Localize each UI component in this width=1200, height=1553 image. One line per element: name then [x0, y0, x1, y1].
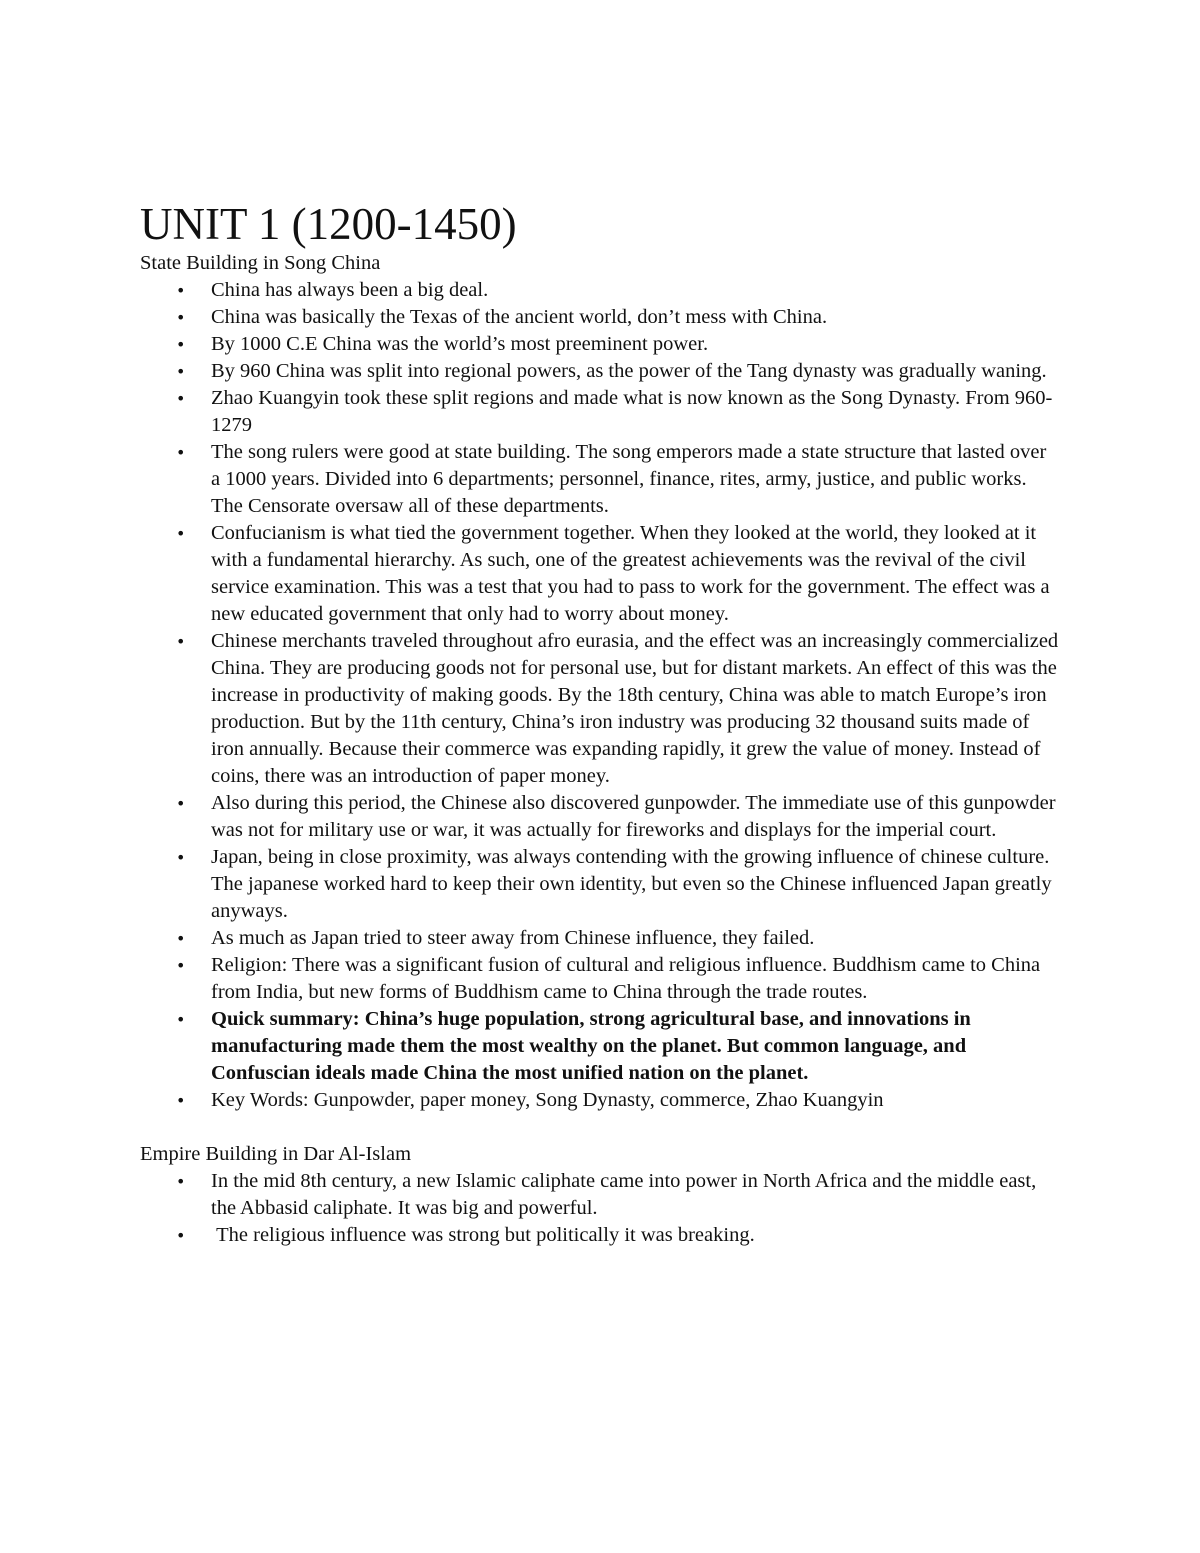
list-item-text: Religion: There was a significant fusion of cultural and religious influence. Buddhism came to China from India, but new forms of Buddhism came to China through the trade routes.	[211, 954, 1041, 1003]
document-page	[140, 198, 1060, 1249]
bullet-icon: •	[176, 1010, 186, 1029]
bullet-list	[140, 1168, 1060, 1249]
list-item-text: As much as Japan tried to steer away from Chinese influence, they failed.	[211, 927, 815, 949]
section-heading: Empire Building in Dar Al-Islam	[140, 1143, 412, 1165]
bullet-icon: •	[176, 281, 186, 300]
bullet-icon: •	[176, 1226, 186, 1245]
bullet-icon: •	[176, 335, 186, 354]
bullet-icon: •	[176, 524, 186, 543]
bullet-icon: •	[176, 1172, 186, 1191]
list-item	[140, 304, 1060, 331]
list-item	[140, 844, 1060, 925]
list-item	[140, 1087, 1060, 1114]
bullet-icon: •	[176, 389, 186, 408]
list-item-text: By 1000 C.E China was the world’s most preeminent power.	[211, 333, 709, 355]
bullet-icon: •	[176, 632, 186, 651]
page-title: UNIT 1 (1200-1450)	[140, 199, 517, 249]
list-item-text: Confucianism is what tied the government together. When they looked at the world, they looked at it with a fundamental hierarchy. As such, one of the greatest achievements was the revival of the civil service examination. This was a test that you had to pass to work for the government. The effect was a new educated government that only had to worry about money.	[211, 522, 1050, 625]
list-item	[140, 331, 1060, 358]
list-item-text: Zhao Kuangyin took these split regions and made what is now known as the Song Dynasty. From 960-1279	[211, 387, 1053, 436]
summary-list-item	[140, 1006, 1060, 1087]
section-dar-al-islam	[140, 1141, 1060, 1249]
bullet-icon: •	[176, 929, 186, 948]
list-item	[140, 277, 1060, 304]
list-item	[140, 520, 1060, 628]
section-song-china	[140, 250, 1060, 1114]
list-item-text: In the mid 8th century, a new Islamic caliphate came into power in North Africa and the middle east, the Abbasid caliphate. It was big and powerful.	[211, 1170, 1037, 1219]
list-item-text: Japan, being in close proximity, was always contending with the growing influence of chinese culture. The japanese worked hard to keep their own identity, but even so the Chinese influenced Japan greatly anyways.	[211, 846, 1052, 922]
bullet-icon: •	[176, 443, 186, 462]
list-item-text: Also during this period, the Chinese also discovered gunpowder. The immediate use of this gunpowder was not for military use or war, it was actually for fireworks and displays for the imperial court.	[211, 792, 1056, 841]
list-item	[140, 385, 1060, 439]
list-item	[140, 1222, 1060, 1249]
list-item-text: China was basically the Texas of the ancient world, don’t mess with China.	[211, 306, 828, 328]
list-item	[140, 1168, 1060, 1222]
list-item	[140, 952, 1060, 1006]
list-item-text: The song rulers were good at state building. The song emperors made a state structure that lasted over a 1000 years. Divided into 6 departments; personnel, finance, rites, army, justice, and public works. The Censorate oversaw all of these departments.	[211, 441, 1047, 517]
list-item-text: China has always been a big deal.	[211, 279, 489, 301]
list-item-text: By 960 China was split into regional powers, as the power of the Tang dynasty was gradually waning.	[211, 360, 1047, 382]
bullet-list	[140, 277, 1060, 1114]
list-item	[140, 628, 1060, 790]
list-item-text: The religious influence was strong but politically it was breaking.	[211, 1224, 755, 1246]
bullet-icon: •	[176, 848, 186, 867]
bullet-icon: •	[176, 794, 186, 813]
bullet-icon: •	[176, 956, 186, 975]
list-item	[140, 925, 1060, 952]
list-item	[140, 358, 1060, 385]
bullet-icon: •	[176, 1091, 186, 1110]
list-item	[140, 790, 1060, 844]
list-item	[140, 439, 1060, 520]
list-item-text: Key Words: Gunpowder, paper money, Song Dynasty, commerce, Zhao Kuangyin	[211, 1089, 884, 1111]
bullet-icon: •	[176, 308, 186, 327]
list-item-text: Quick summary: China’s huge population, strong agricultural base, and innovations in manufacturing made them the most wealthy on the planet. But common language, and Confuscian ideals made China the most unified nation on the planet.	[211, 1008, 971, 1084]
list-item-text: Chinese merchants traveled throughout afro eurasia, and the effect was an increasingly commercialized China. They are producing goods not for personal use, but for distant markets. An effect of this was the increase in productivity of making goods. By the 18th century, China was able to match Europe’s iron production. But by the 11th century, China’s iron industry was producing 32 thousand suits made of iron annually. Because their commerce was expanding rapidly, it grew the value of money. Instead of coins, there was an introduction of paper money.	[211, 630, 1059, 787]
bullet-icon: •	[176, 362, 186, 381]
section-heading: State Building in Song China	[140, 252, 381, 274]
paragraph-gap	[140, 1114, 1060, 1141]
